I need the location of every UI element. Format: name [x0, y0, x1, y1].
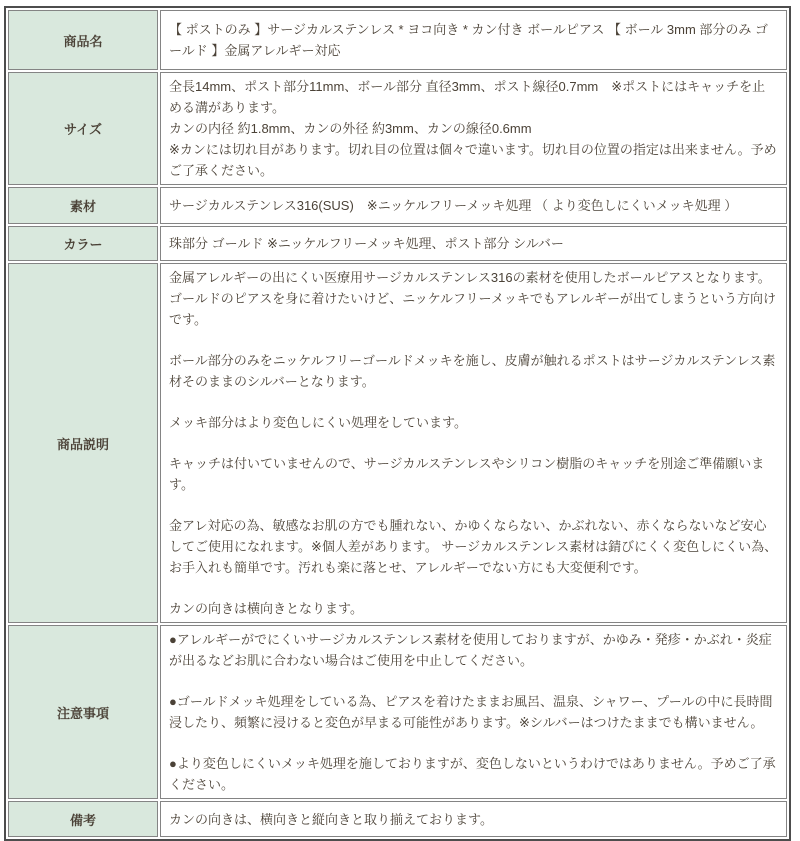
- table-row: [8, 801, 787, 837]
- product-spec-table: [4, 6, 791, 841]
- row-content: [160, 72, 787, 185]
- paragraph: 金属アレルギーの出にくい医療用サージカルステンレス316の素材を使用したボールピアスとなります。 ゴールドのピアスを身に着けたいけど、ニッケルフリーメッキでもアレルギーが出てしまうという方向けです。: [169, 270, 777, 327]
- paragraph: ●より変色しにくいメッキ処理を施しておりますが、変色しないというわけではありません。予めご了承ください。: [169, 756, 776, 792]
- paragraph: サージカルステンレス316(SUS) ※ニッケルフリーメッキ処理 （ より変色しにくいメッキ処理 ）: [169, 198, 738, 213]
- paragraph: ●アレルギーがでにくいサージカルステンレス素材を使用しておりますが、かゆみ・発疹・かぶれ・炎症が出るなどお肌に合わない場合はご使用を中止してください。: [169, 632, 772, 668]
- paragraph: カンの内径 約1.8mm、カンの外径 約3mm、カンの線径0.6mm: [169, 121, 532, 136]
- row-content: [160, 10, 787, 70]
- paragraph: ●ゴールドメッキ処理をしている為、ピアスを着けたままお風呂、温泉、シャワー、プールの中に長時間浸したり、頻繁に浸けると変色が早まる可能性があります。※シルバーはつけたままでも構いません。: [169, 694, 773, 730]
- paragraph: カンの向きは、横向きと縦向きと取り揃えております。: [169, 811, 493, 827]
- paragraph: ボール部分のみをニッケルフリーゴールドメッキを施し、皮膚が触れるポストはサージカルステンレス素材そのままのシルバーとなります。: [169, 353, 776, 389]
- row-label: 商品説明: [8, 263, 158, 623]
- spec-table-body: [8, 10, 787, 837]
- row-content: [160, 187, 787, 224]
- paragraph: カンの向きは横向きとなります。: [169, 601, 363, 616]
- row-label: カラー: [8, 226, 158, 261]
- table-row: [8, 226, 787, 261]
- row-label: 備考: [8, 801, 158, 837]
- row-content: [160, 226, 787, 261]
- paragraph: 全長14mm、ポスト部分11mm、ボール部分 直径3mm、ポスト線径0.7mm ※ポストにはキャッチを止める溝があります。: [169, 79, 766, 115]
- table-row: [8, 187, 787, 224]
- paragraph: キャッチは付いていませんので、サージカルステンレスやシリコン樹脂のキャッチを別途ご準備願います。: [169, 456, 765, 492]
- table-row: [8, 625, 787, 799]
- row-content: [160, 801, 787, 837]
- paragraph: メッキ部分はより変色しにくい処理をしています。: [169, 415, 467, 430]
- product-spec-page: [0, 6, 800, 828]
- table-row: [8, 72, 787, 185]
- row-content: [160, 625, 787, 799]
- paragraph: ※カンには切れ目があります。切れ目の位置は個々で違います。切れ目の位置の指定は出来ません。予めご了承ください。: [169, 142, 777, 178]
- row-content: [160, 263, 787, 623]
- paragraph: 珠部分 ゴールド ※ニッケルフリーメッキ処理、ポスト部分 シルバー: [169, 236, 564, 251]
- table-row: [8, 10, 787, 70]
- row-label: 商品名: [8, 10, 158, 70]
- paragraph: 【 ポストのみ 】サージカルステンレス * ヨコ向き * カン付き ボールピアス 【 ボール 3mm 部分のみ ゴールド 】金属アレルギー対応: [169, 22, 769, 58]
- row-label: 注意事項: [8, 625, 158, 799]
- row-label: サイズ: [8, 72, 158, 185]
- row-label: 素材: [8, 187, 158, 224]
- table-row: [8, 263, 787, 623]
- paragraph: 金アレ対応の為、敏感なお肌の方でも腫れない、かゆくならない、かぶれない、赤くならないなど安心してご使用になれます。※個人差があります。 サージカルステンレス素材は錆びにくく変色しにくい為、お手入れも簡単です。汚れも楽に落とせ、アレルギーでない方にも大変便利です。: [169, 518, 778, 575]
